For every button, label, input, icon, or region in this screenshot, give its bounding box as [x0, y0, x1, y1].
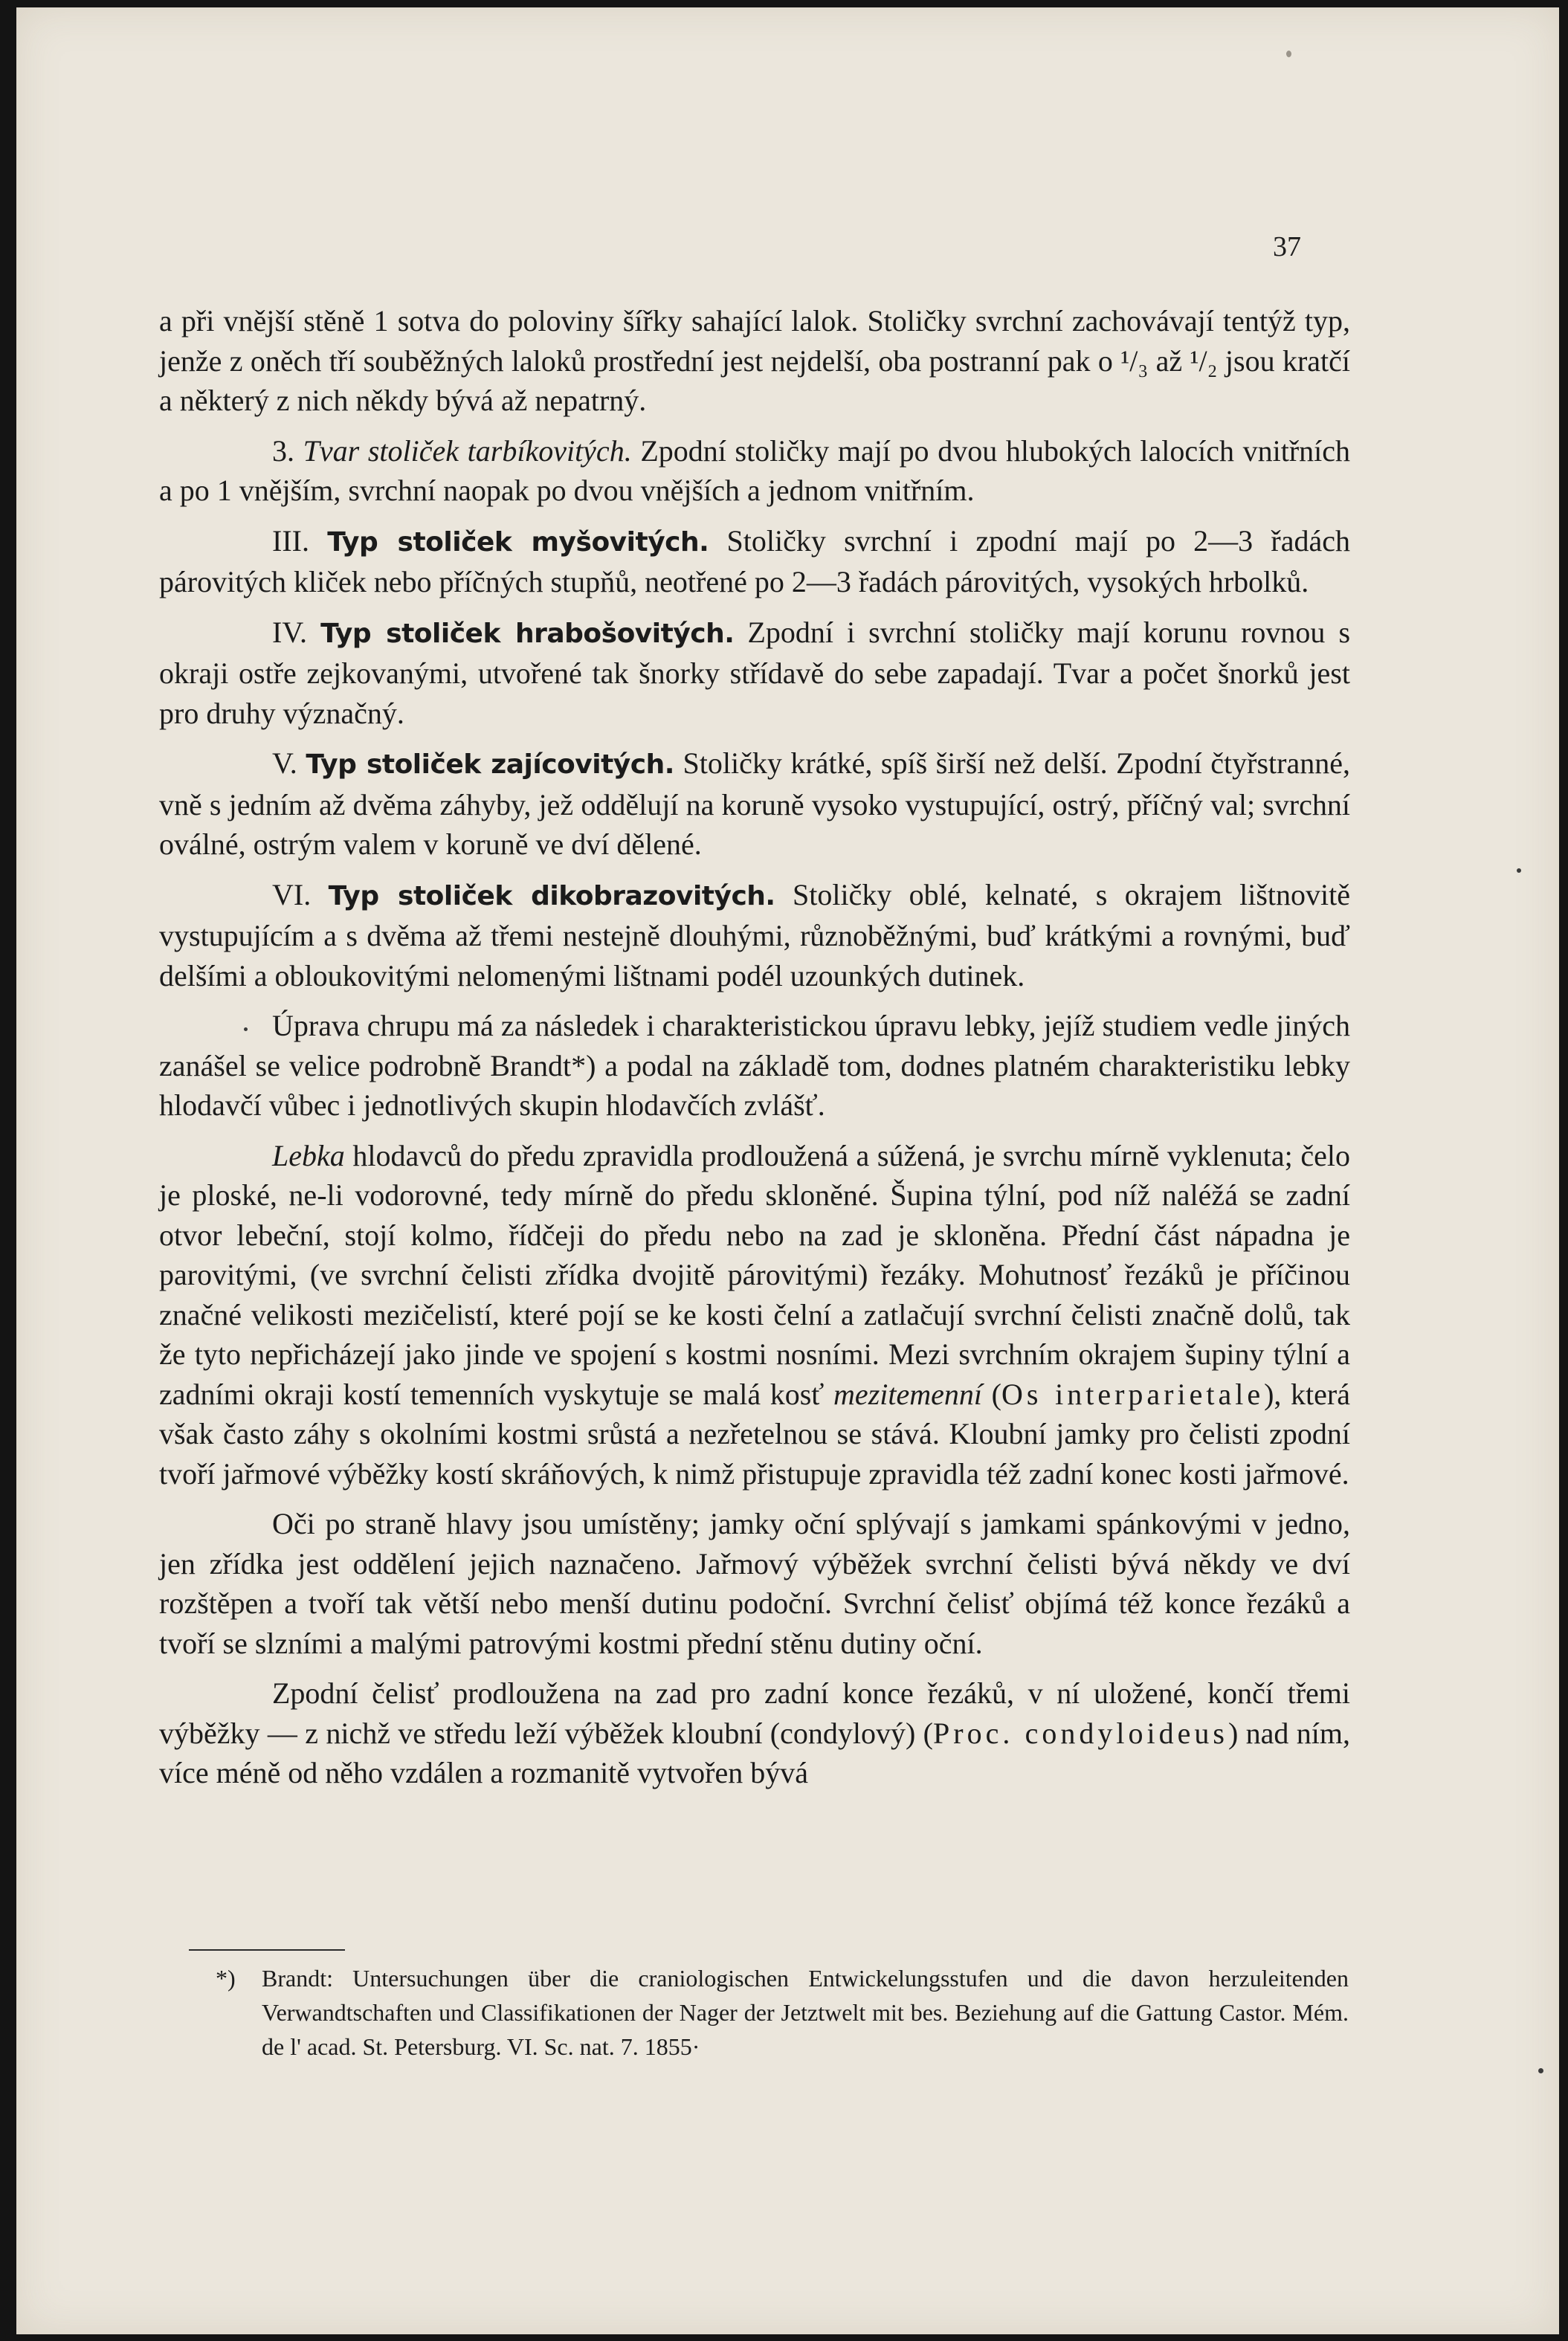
- paragraph-text: Zpodní i svrchní stoličky mají korunu rovnou s okraji ostře zejkovanými, utvořené tak šnorky střídavě do sebe zapadají. Tvar a počet šnorků jest pro druhy význačný.: [159, 615, 1351, 730]
- section-number: V.: [272, 746, 297, 780]
- dust-speck: [1517, 868, 1521, 873]
- term-lebka: Lebka: [272, 1138, 345, 1172]
- body-text: [159, 301, 1350, 1804]
- section-title: Typ stoliček hrabošovitých.: [320, 618, 735, 649]
- paragraph: [159, 431, 1350, 511]
- paragraph-text: Zpodní stoličky mají po dvou hlubokých lalocích vnitřních a po 1 vnějším, svrchní naopak po dvou vnějších a jednom vnitřním.: [159, 433, 1351, 507]
- paragraph: [159, 1006, 1350, 1126]
- dust-speck: [1286, 51, 1291, 57]
- paragraph: [159, 743, 1350, 865]
- paragraph-text: Úprava chrupu má za následek i charakteristickou úpravu lebky, jejíž studiem vedle jiných zanášel se velice podrobně Brandt*) a podal na základě tom, dodnes platném charakteristiku lebky hlodavčí vůbec i jednotlivých skupin hlodavčích zvlášť.: [159, 1009, 1350, 1122]
- section-title: Typ stoliček zajícovitých.: [306, 749, 674, 780]
- section-title: Tvar stoliček tarbíkovitých.: [303, 433, 632, 468]
- paragraph-text: hlodavců do předu zpravidla prodloužená a súžená, je svrchu mírně vyklenuta; čelo je ploské, ne-li vodorovné, tedy mírně do předu skloněné. Šupina týlní, pod níž naléžá se zadní otvor lebeční, stojí kolmo, řídčeji do předu nebo na zad je skloněna. Přední část nápadna je parovitými, (ve svrchní čelisti zřídka dvojitě párovitými) řezáky. Mohutnosť řezáků je příčinou značné velikosti mezičelistí, které pojí se ke kosti čelní a zatlačují svrchní čelisti značně dolů, tak že tyto nepřicházejí jako jinde ve spojení s kostmi nosními. Mezi svrchním okrajem šupiny týlní a zadními okraji kostí temenních vyskytuje se malá kosť: [159, 1138, 1350, 1411]
- paragraph-text: ), která však často záhy s okolními kostmi srůstá a nezřetelnou se stává. Kloubní jamky pro čelisti zpodní tvoří jařmové výběžky kostí skráňových, k nimž přistupuje zpravidla též zadní konec kosti jařmové.: [159, 1377, 1350, 1491]
- term-mezitemenni: mezitemenní: [833, 1377, 982, 1411]
- paragraph: [159, 301, 1350, 421]
- paragraph: [159, 1673, 1350, 1793]
- footnote-text: Brandt: Untersuchungen über die craniologischen Entwickelungsstufen und die davon herzuleitenden Verwandtschaften und Classifikationen der Nager der Jetztwelt mit bes. Beziehung auf die Gattung Castor. Mém. de l' acad. St. Petersburg. VI. Sc. nat. 7. 1855·: [262, 1965, 1349, 2060]
- latin-term: Proc. condyloideus: [933, 1716, 1228, 1750]
- footnote-rule: [189, 1949, 345, 1951]
- paragraph: [159, 1504, 1350, 1663]
- section-number: VI.: [272, 877, 312, 911]
- footnote-mark: *): [216, 1965, 236, 1992]
- paragraph-text: (: [982, 1377, 1001, 1411]
- section-title: Typ stoliček dikobrazovitých.: [328, 880, 775, 911]
- paragraph: [159, 613, 1350, 734]
- paragraph-text: Zpodní čelisť prodloužena na zad pro zadní konce řezáků, v ní uložené, končí třemi výběžky — z nichž ve středu leží výběžek kloubní (condylový) (: [159, 1676, 1350, 1750]
- paragraph-text: a při vnější stěně 1 sotva do poloviny šířky sahající lalok. Stoličky svrchní zachovávají tentýž typ, jenže z oněch tří souběžných laloků prostřední jest nejdelší, oba postranní pak o ¹/₃ až ¹/₂ jsou kratčí a některý z nich někdy bývá až nepatrný.: [159, 304, 1350, 417]
- book-page: [16, 7, 1559, 2334]
- dust-speck: [1538, 2068, 1543, 2073]
- dust-speck: [244, 1027, 248, 1031]
- paragraph: [159, 521, 1350, 602]
- paragraph-text: Stoličky oblé, kelnaté, s okrajem lištnovitě vystupujícím a s dvěma až třemi nestejně dlouhými, různoběžnými, buď krátkými a rovnými, buď delšími a obloukovitými nelomenými lištnami podél uzounkých dutinek.: [159, 877, 1351, 992]
- paragraph-text: Stoličky svrchní i zpodní mají po 2—3 řadách párovitých kliček nebo příčných stupňů, neotřené po 2—3 řadách párovitých, vysokých hrbolků.: [159, 523, 1351, 598]
- paragraph-text: Oči po straně hlavy jsou umístěny; jamky oční splývají s jamkami spánkovými v jedno, jen zřídka jest oddělení jejich naznačeno. Jařmový výběžek svrchní čelisti bývá někdy ve dví rozštěpen a tvoří tak větší nebo menší dutinu podoční. Svrchní čelisť objímá též konce řezáků a tvoří se slzními a malými patrovými kostmi přední stěnu dutiny oční.: [159, 1507, 1350, 1660]
- page-number: 37: [1273, 231, 1301, 262]
- section-title: Typ stoliček myšovitých.: [327, 526, 709, 558]
- latin-term: Os interparietale: [1001, 1377, 1265, 1411]
- section-number: III.: [272, 523, 309, 558]
- paragraph-text: ) nad ním, více méně od něho vzdálen a rozmanitě vytvořen bývá: [159, 1716, 1350, 1789]
- section-number: 3.: [272, 433, 294, 468]
- footnote: [216, 1961, 1349, 2064]
- paragraph: [159, 875, 1350, 996]
- paragraph: [159, 1136, 1350, 1494]
- paragraph-text: Stoličky krátké, spíš širší než delší. Zpodní čtyřstranné, vně s jedním až dvěma záhyby, jež oddělují na koruně vysoko vystupující, ostrý, příčný val; svrchní oválné, ostrým valem v koruně ve dví dělené.: [159, 746, 1350, 861]
- section-number: IV.: [272, 615, 308, 649]
